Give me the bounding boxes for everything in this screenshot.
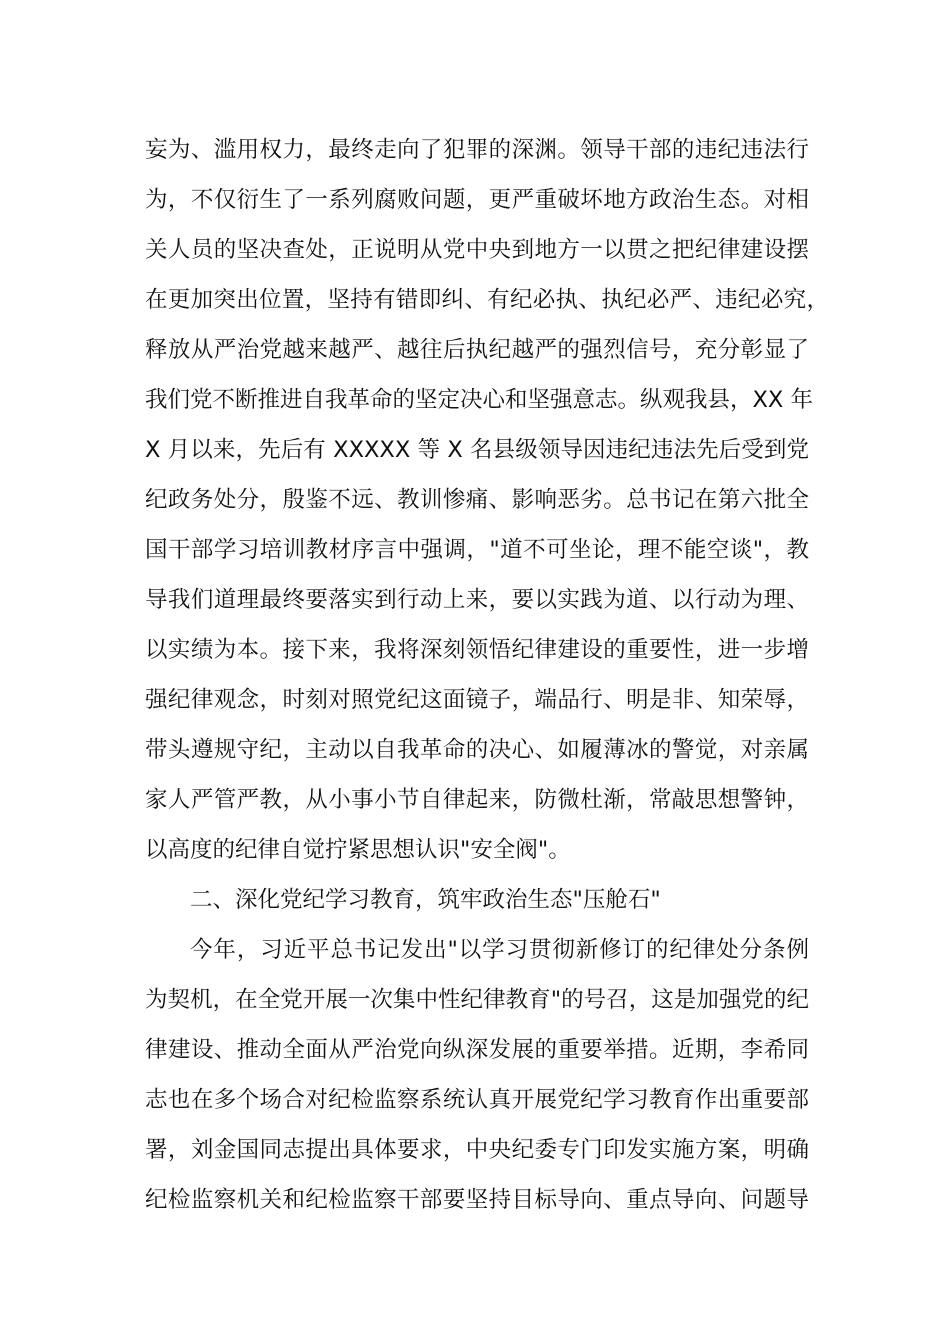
text-line: 我们党不断推进自我革命的坚定决心和坚强意志。纵观我县，XX 年 — [145, 387, 813, 413]
text-line: 释放从严治党越来越严、越往后执纪越严的强烈信号，充分彰显了 — [145, 337, 809, 363]
text-line: 带头遵规守纪，主动以自我革命的决心、如履薄冰的警觉，对亲属 — [145, 737, 809, 763]
text-line: X 月以来，先后有 XXXXX 等 X 名县级领导因违纪违法先后受到党 — [145, 437, 809, 463]
text-line: 导我们道理最终要落实到行动上来，要以实践为道、以行动为理、 — [145, 587, 809, 613]
section-heading: 二、深化党纪学习教育，筑牢政治生态"压舱石" — [190, 887, 661, 913]
text-line: 在更加突出位置，坚持有错即纠、有纪必执、执纪必严、违纪必究， — [145, 287, 829, 313]
text-line: 家人严管严教，从小事小节自律起来，防微杜渐，常敲思想警钟， — [145, 787, 809, 813]
text-line: 今年，习近平总书记发出"以学习贯彻新修订的纪律处分条例 — [190, 937, 809, 963]
text-line: 妄为、滥用权力，最终走向了犯罪的深渊。领导干部的违纪违法行 — [145, 137, 809, 163]
text-line: 律建设、推动全面从严治党向纵深发展的重要举措。近期，李希同 — [145, 1037, 809, 1063]
text-line: 纪政务处分，殷鉴不远、教训惨痛、影响恶劣。总书记在第六批全 — [145, 487, 809, 513]
text-line: 以高度的纪律自觉拧紧思想认识"安全阀"。 — [145, 837, 571, 863]
text-line: 为，不仅衍生了一系列腐败问题，更严重破坏地方政治生态。对相 — [145, 187, 809, 213]
text-line: 强纪律观念，时刻对照党纪这面镜子，端品行、明是非、知荣辱， — [145, 687, 809, 713]
text-line: 关人员的坚决查处，正说明从党中央到地方一以贯之把纪律建设摆 — [145, 237, 809, 263]
text-line: 以实绩为本。接下来，我将深刻领悟纪律建设的重要性，进一步增 — [145, 637, 809, 663]
text-line: 纪检监察机关和纪检监察干部要坚持目标导向、重点导向、问题导 — [145, 1187, 809, 1213]
text-line: 为契机，在全党开展一次集中性纪律教育"的号召，这是加强党的纪 — [145, 987, 809, 1013]
text-line: 署，刘金国同志提出具体要求，中央纪委专门印发实施方案，明确 — [145, 1137, 809, 1163]
text-line: 国干部学习培训教材序言中强调，"道不可坐论，理不能空谈"，教 — [145, 537, 809, 563]
text-line: 志也在多个场合对纪检监察系统认真开展党纪学习教育作出重要部 — [145, 1087, 809, 1113]
